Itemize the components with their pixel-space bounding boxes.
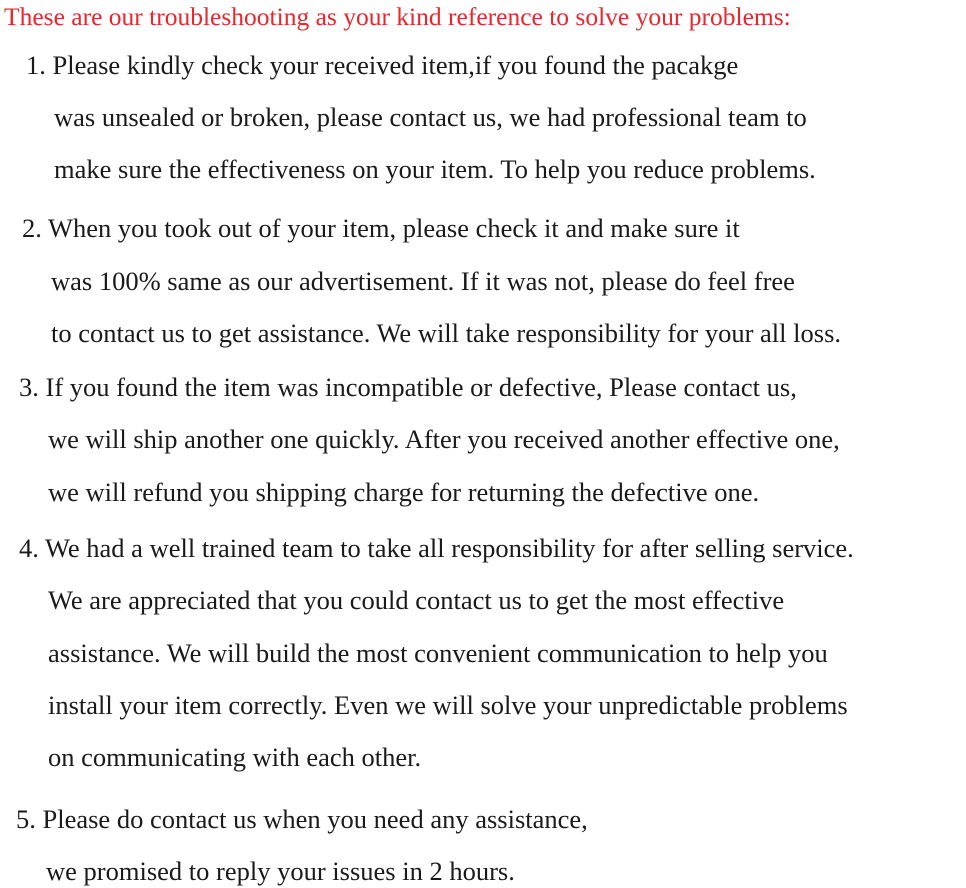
list-item-1-line-3: make sure the effectiveness on your item. To help you reduce problems.: [54, 154, 816, 184]
list-item-3-line-2: we will ship another one quickly. After you received another effective one,: [48, 424, 840, 454]
list-item-2-line-3: to contact us to get assistance. We will take responsibility for your all loss.: [51, 318, 842, 348]
list-item-4-line-1: 4. We had a well trained team to take all responsibility for after selling service.: [19, 533, 854, 563]
list-item-5-line-1: 5. Please do contact us when you need any assistance,: [16, 804, 588, 834]
list-item-4-line-3: assistance. We will build the most convenient communication to help you: [48, 638, 828, 668]
list-item-4-line-4: install your item correctly. Even we will solve your unpredictable problems: [48, 690, 848, 720]
list-item-2-line-2: was 100% same as our advertisement. If it was not, please do feel free: [51, 266, 795, 296]
list-item-4-line-5: on communicating with each other.: [48, 742, 422, 772]
list-item-5-line-2: we promised to reply your issues in 2 hours.: [46, 856, 515, 886]
list-item-4-line-2: We are appreciated that you could contact us to get the most effective: [48, 585, 785, 615]
list-item-2-line-1: 2. When you took out of your item, please check it and make sure it: [22, 213, 740, 243]
list-item-3-line-3: we will refund you shipping charge for returning the defective one.: [48, 477, 760, 507]
list-item-1-line-2: was unsealed or broken, please contact us, we had professional team to: [54, 102, 807, 132]
document-heading: These are our troubleshooting as your kind reference to solve your problems:: [4, 2, 791, 31]
list-item-1-line-1: 1. Please kindly check your received item,if you found the pacakge: [26, 50, 739, 80]
list-item-3-line-1: 3. If you found the item was incompatible or defective, Please contact us,: [19, 372, 797, 402]
